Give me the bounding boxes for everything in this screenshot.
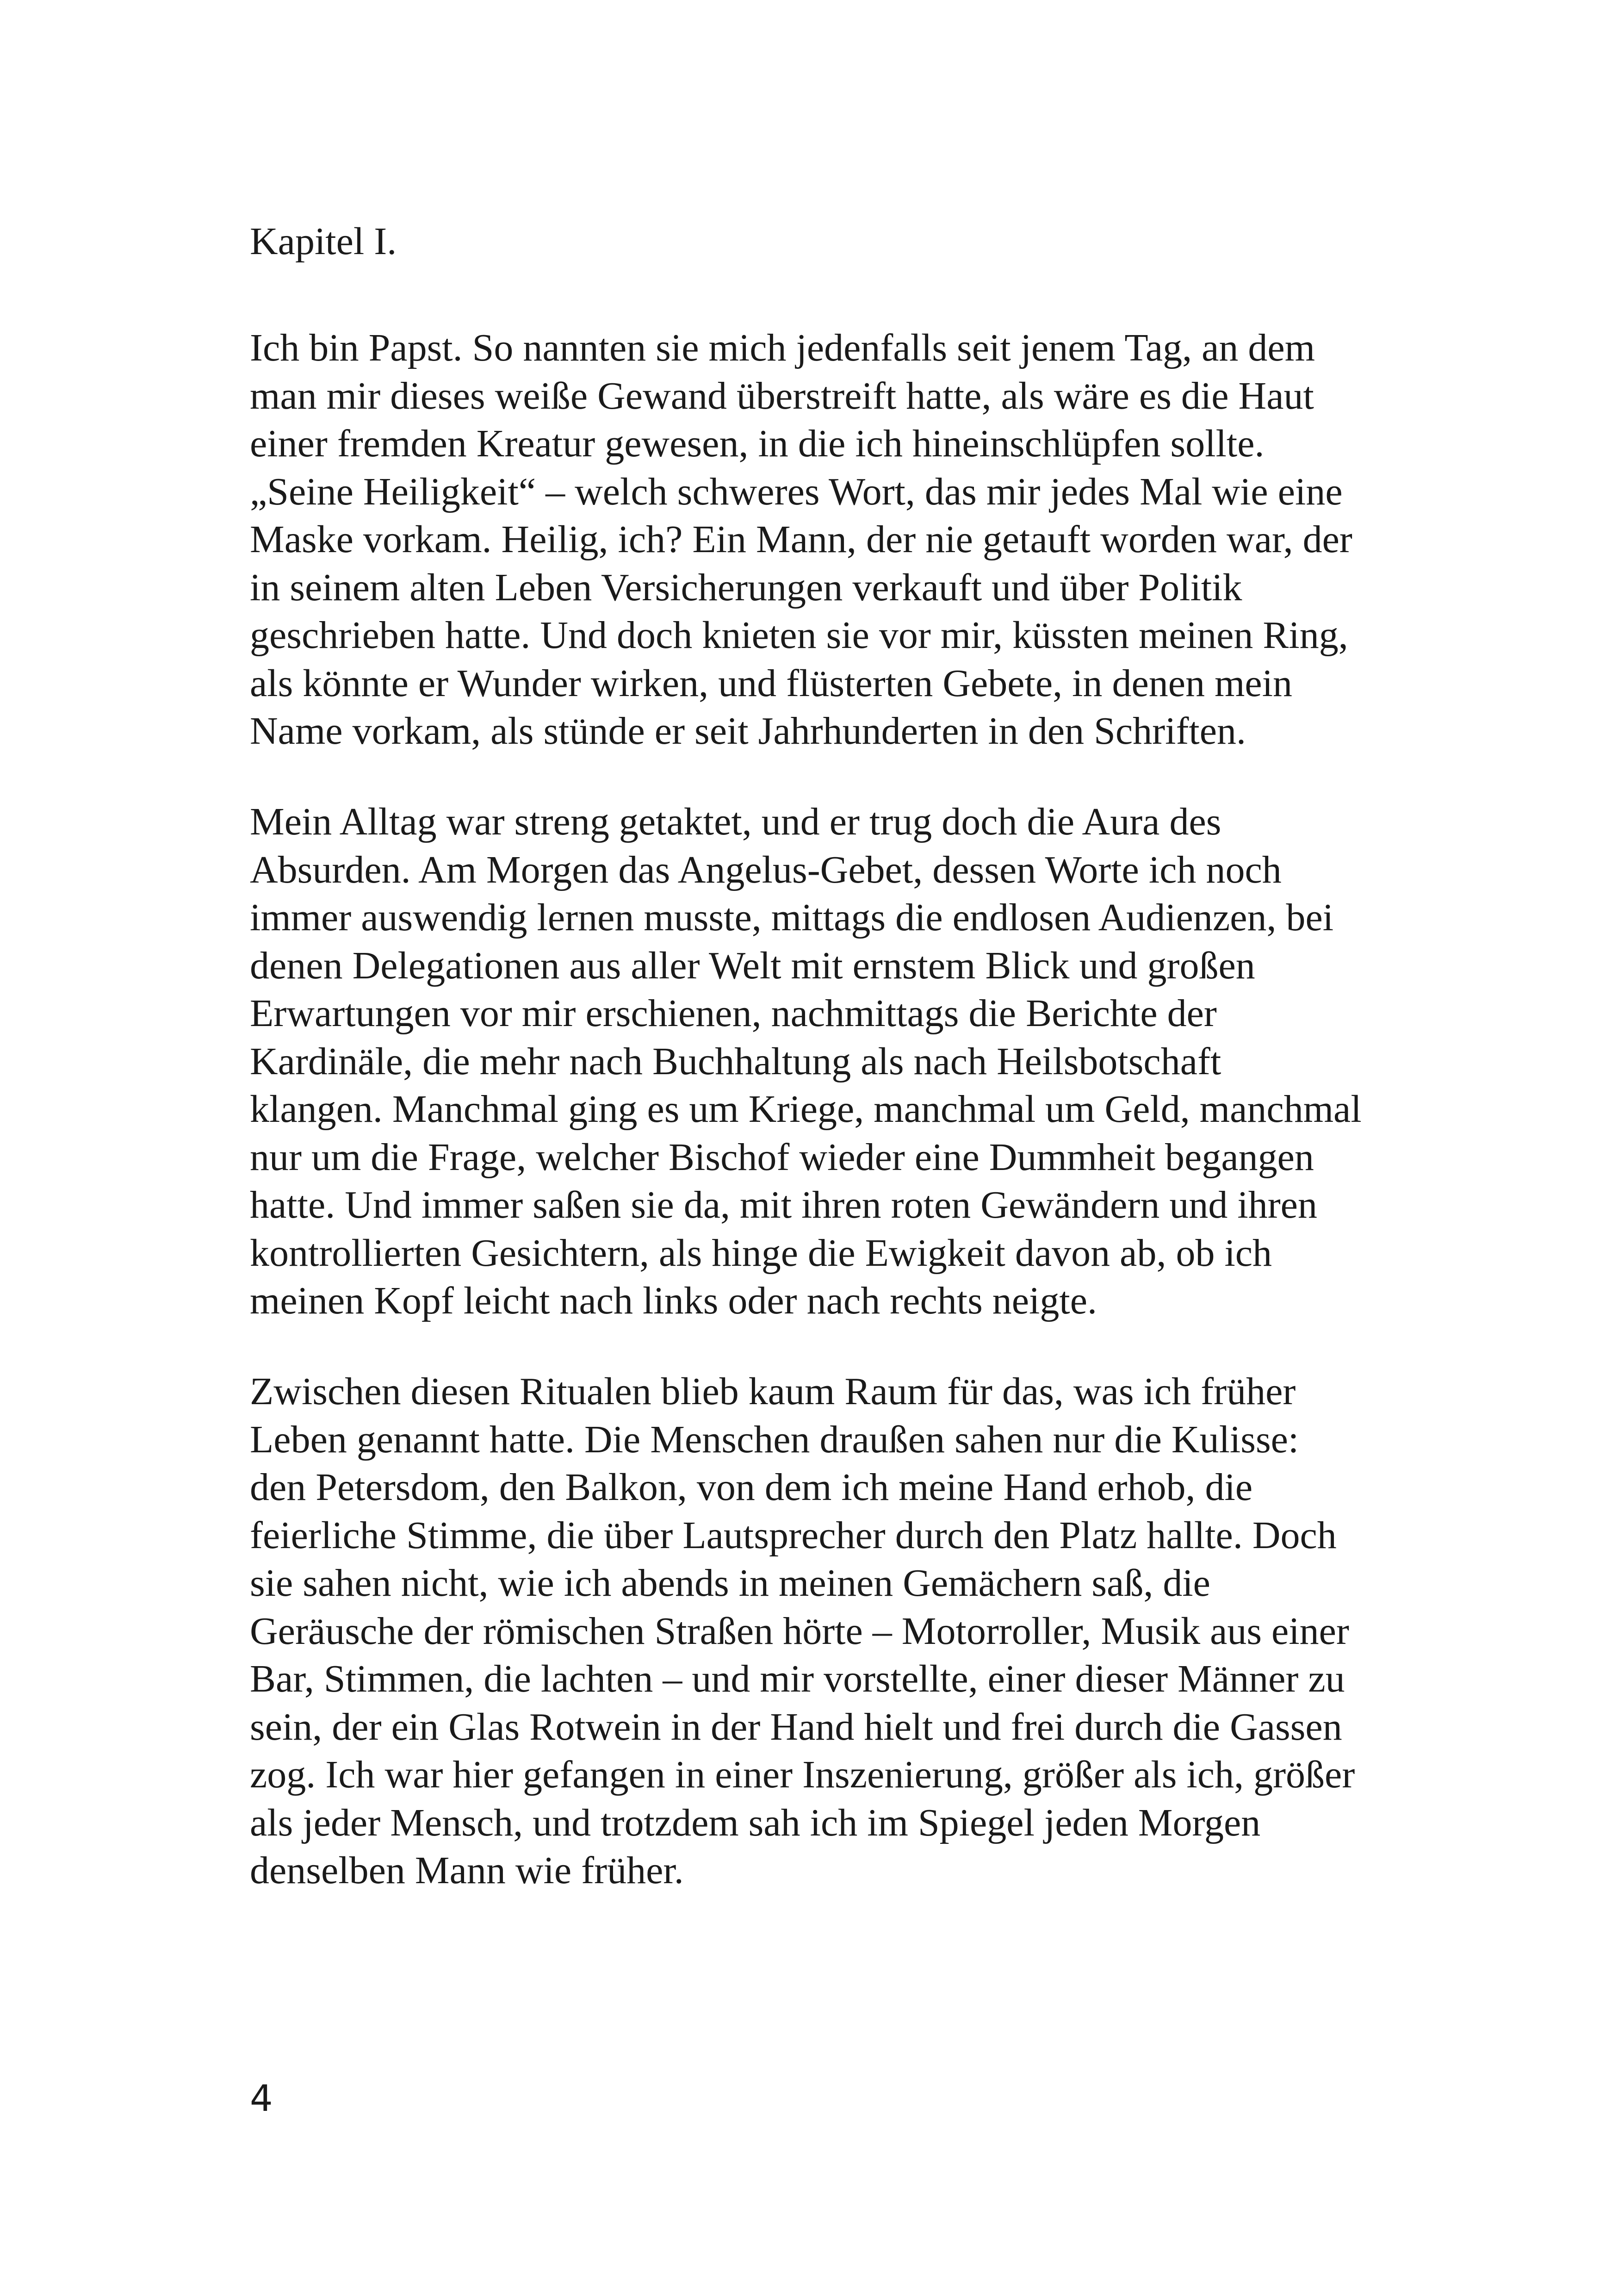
text-line: „Seine Heiligkeit“ – welch schweres Wort, das mir jedes Mal wie eine — [250, 470, 1343, 513]
text-line: hatte. Und immer saßen sie da, mit ihren roten Gewändern und ihren — [250, 1183, 1317, 1226]
text-line: Mein Alltag war streng getaktet, und er trug doch die Aura des — [250, 800, 1221, 843]
text-line: als jeder Mensch, und trotzdem sah ich im Spiegel jeden Morgen — [250, 1801, 1261, 1844]
text-line: immer auswendig lernen musste, mittags die endlosen Audienzen, bei — [250, 896, 1334, 939]
text-line: sein, der ein Glas Rotwein in der Hand hielt und frei durch die Gassen — [250, 1705, 1342, 1748]
text-line: klangen. Manchmal ging es um Kriege, manchmal um Geld, manchmal — [250, 1088, 1362, 1131]
chapter-title: Kapitel I. — [250, 220, 397, 263]
text-line: Maske vorkam. Heilig, ich? Ein Mann, der nie getauft worden war, der — [250, 518, 1352, 561]
text-line: nur um die Frage, welcher Bischof wieder eine Dummheit begangen — [250, 1135, 1314, 1179]
paragraph-1 — [250, 324, 1425, 755]
paragraph-2 — [250, 798, 1425, 1325]
text-line: einer fremden Kreatur gewesen, in die ich hineinschlüpfen sollte. — [250, 422, 1265, 465]
text-line: Absurden. Am Morgen das Angelus-Gebet, dessen Worte ich noch — [250, 848, 1282, 891]
text-line: Ich bin Papst. So nannten sie mich jedenfalls seit jenem Tag, an dem — [250, 326, 1315, 369]
text-line: feierliche Stimme, die über Lautsprecher durch den Platz hallte. Doch — [250, 1513, 1337, 1557]
text-line: kontrollierten Gesichtern, als hinge die Ewigkeit davon ab, ob ich — [250, 1231, 1272, 1275]
text-line: sie sahen nicht, wie ich abends in meinen Gemächern saß, die — [250, 1562, 1210, 1605]
text-line: denselben Mann wie früher. — [250, 1849, 684, 1892]
text-line: denen Delegationen aus aller Welt mit ernstem Blick und großen — [250, 944, 1255, 987]
text-line: meinen Kopf leicht nach links oder nach rechts neigte. — [250, 1279, 1097, 1322]
text-line: den Petersdom, den Balkon, von dem ich meine Hand erhob, die — [250, 1466, 1253, 1509]
paragraph-3 — [250, 1368, 1425, 1895]
page-number: 4 — [250, 2078, 273, 2120]
text-line: Kardinäle, die mehr nach Buchhaltung als nach Heilsbotschaft — [250, 1039, 1221, 1083]
text-line: Bar, Stimmen, die lachten – und mir vorstellte, einer dieser Männer zu — [250, 1657, 1345, 1700]
text-line: Zwischen diesen Ritualen blieb kaum Raum für das, was ich früher — [250, 1370, 1296, 1413]
text-line: Name vorkam, als stünde er seit Jahrhunderten in den Schriften. — [250, 709, 1246, 753]
text-line: Geräusche der römischen Straßen hörte – Motorroller, Musik aus einer — [250, 1609, 1349, 1653]
text-line: man mir dieses weiße Gewand überstreift hatte, als wäre es die Haut — [250, 374, 1314, 417]
text-line: in seinem alten Leben Versicherungen verkauft und über Politik — [250, 566, 1242, 609]
text-line: Erwartungen vor mir erschienen, nachmittags die Berichte der — [250, 992, 1217, 1035]
text-line: Leben genannt hatte. Die Menschen draußen sahen nur die Kulisse: — [250, 1418, 1299, 1461]
text-line: zog. Ich war hier gefangen in einer Inszenierung, größer als ich, größer — [250, 1753, 1355, 1796]
text-line: geschrieben hatte. Und doch knieten sie vor mir, küssten meinen Ring, — [250, 614, 1348, 657]
chapter-heading — [250, 218, 1425, 266]
text-line: als könnte er Wunder wirken, und flüsterten Gebete, in denen mein — [250, 661, 1293, 705]
